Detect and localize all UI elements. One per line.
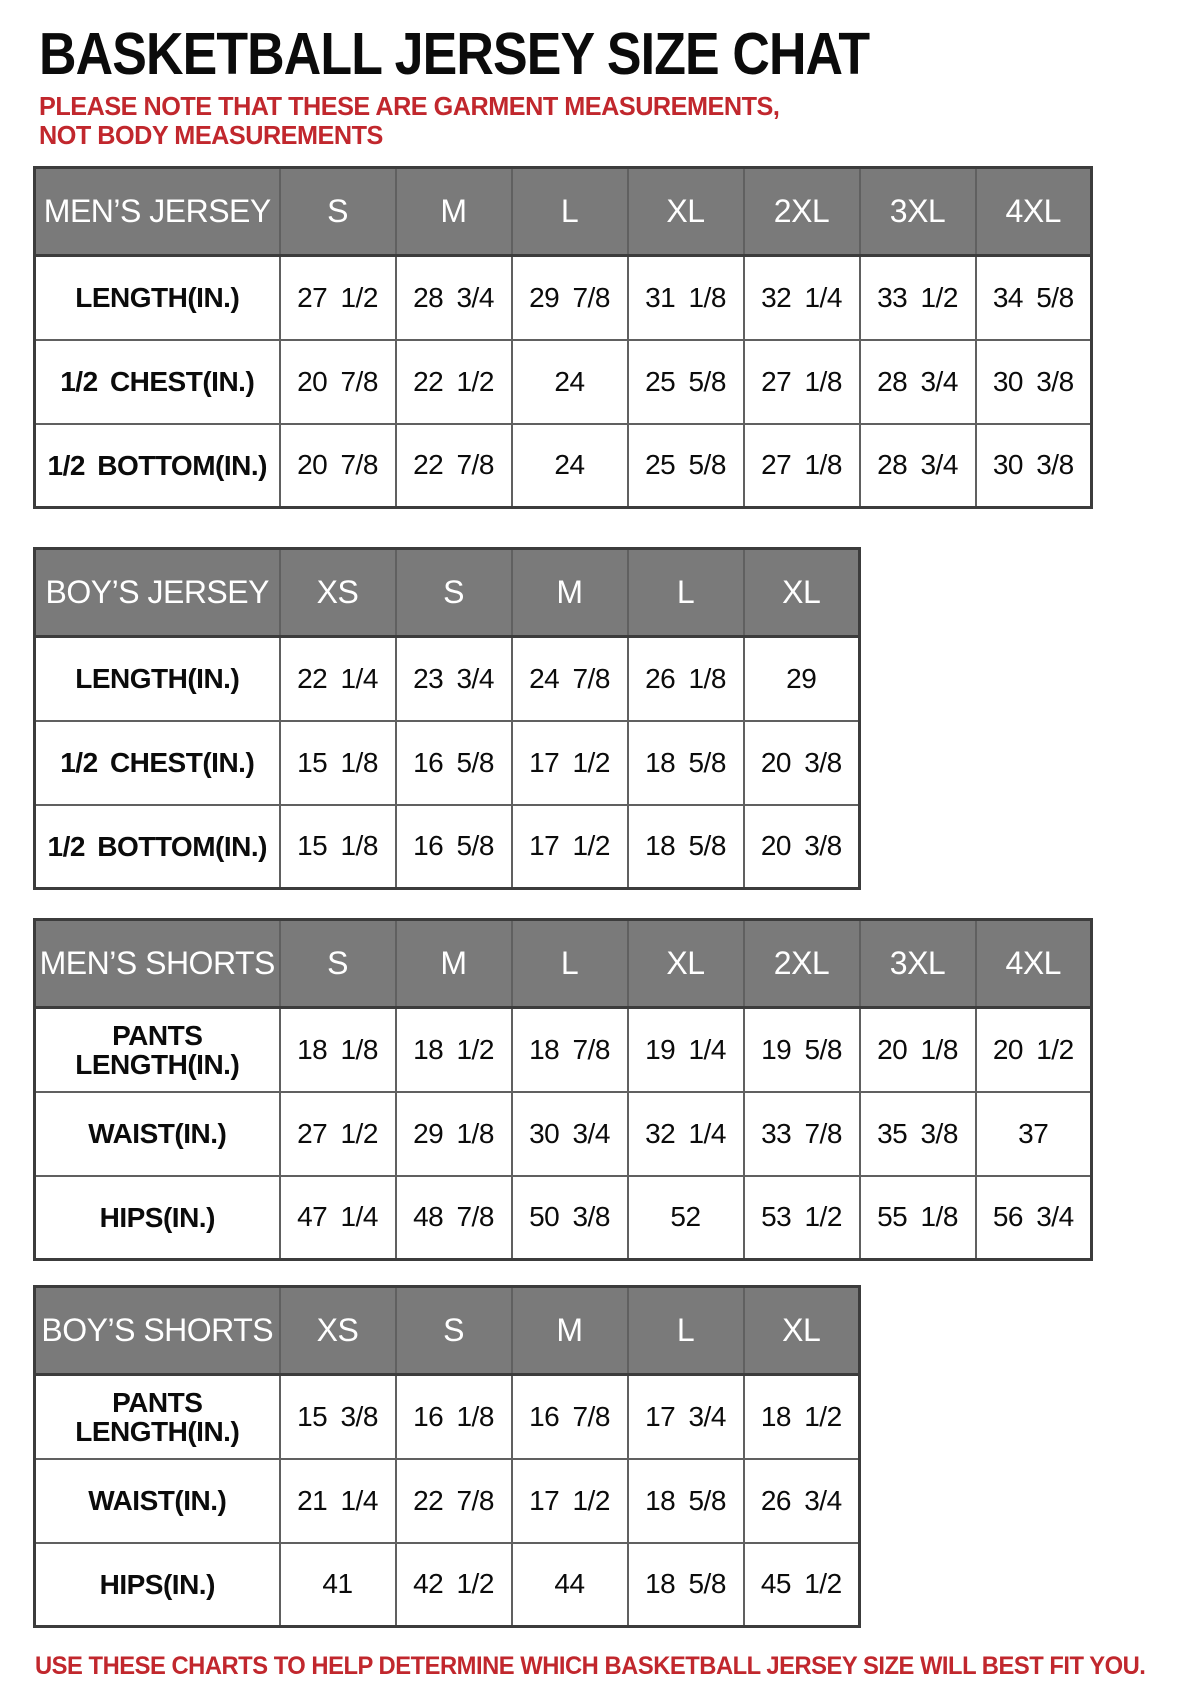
size-value: 55 1/8: [860, 1176, 976, 1260]
measurement-row: [35, 1459, 860, 1543]
tables-container: [33, 166, 1200, 1628]
size-value: 18 1/2: [744, 1375, 860, 1459]
size-value: 17 1/2: [512, 721, 628, 805]
measurement-row: [35, 1375, 860, 1459]
size-value: 19 5/8: [744, 1008, 860, 1092]
boys-shorts-table: [33, 1285, 861, 1628]
size-value: 32 1/4: [744, 256, 860, 340]
size-value: 30 3/8: [976, 340, 1092, 424]
size-value: 44: [512, 1543, 628, 1627]
measurement-row: [35, 805, 860, 889]
size-value: 17 3/4: [628, 1375, 744, 1459]
measurement-label: HIPS(IN.): [35, 1176, 280, 1260]
size-value: 18 5/8: [628, 1543, 744, 1627]
size-value: 29: [744, 637, 860, 721]
size-column-header: XL: [744, 1287, 860, 1375]
size-value: 26 1/8: [628, 637, 744, 721]
boys-shorts-header-row: [35, 1287, 860, 1375]
mens-shorts-header-row: [35, 920, 1092, 1008]
measurement-row: [35, 637, 860, 721]
measurement-row: [35, 1092, 1092, 1176]
size-value: 27 1/8: [744, 340, 860, 424]
size-value: 16 5/8: [396, 805, 512, 889]
size-value: 20 3/8: [744, 721, 860, 805]
mens-jersey-table: [33, 166, 1093, 509]
size-value: 30 3/8: [976, 424, 1092, 508]
size-value: 18 1/8: [280, 1008, 396, 1092]
size-value: 29 1/8: [396, 1092, 512, 1176]
measurement-label: WAIST(IN.): [35, 1459, 280, 1543]
measurement-row: [35, 1543, 860, 1627]
size-value: 16 5/8: [396, 721, 512, 805]
measurement-row: [35, 1008, 1092, 1092]
size-column-header: XS: [280, 549, 396, 637]
size-column-header: S: [280, 920, 396, 1008]
size-value: 35 3/8: [860, 1092, 976, 1176]
measurement-label: 1/2 BOTTOM(IN.): [35, 805, 280, 889]
size-value: 41: [280, 1543, 396, 1627]
boys-jersey-table: [33, 547, 861, 890]
measurement-row: [35, 1176, 1092, 1260]
measurement-label: LENGTH(IN.): [35, 256, 280, 340]
size-value: 56 3/4: [976, 1176, 1092, 1260]
measurement-label: LENGTH(IN.): [35, 637, 280, 721]
size-column-header: L: [512, 168, 628, 256]
size-column-header: 4XL: [976, 168, 1092, 256]
size-value: 16 1/8: [396, 1375, 512, 1459]
size-column-header: S: [280, 168, 396, 256]
size-value: 18 5/8: [628, 805, 744, 889]
size-column-header: XL: [628, 168, 744, 256]
size-value: 28 3/4: [860, 424, 976, 508]
boys-jersey-title-cell: BOY’S JERSEY: [35, 549, 280, 637]
size-column-header: M: [396, 920, 512, 1008]
mens-jersey-header-row: [35, 168, 1092, 256]
measurement-label: 1/2 CHEST(IN.): [35, 721, 280, 805]
size-column-header: 2XL: [744, 168, 860, 256]
mens-shorts-table: [33, 918, 1093, 1261]
size-value: 28 3/4: [396, 256, 512, 340]
size-column-header: S: [396, 1287, 512, 1375]
mens-shorts-title-cell: MEN’S SHORTS: [35, 920, 280, 1008]
measurement-label: HIPS(IN.): [35, 1543, 280, 1627]
size-column-header: 3XL: [860, 168, 976, 256]
size-value: 20 1/2: [976, 1008, 1092, 1092]
size-value: 20 3/8: [744, 805, 860, 889]
size-value: 15 1/8: [280, 805, 396, 889]
size-value: 21 1/4: [280, 1459, 396, 1543]
size-value: 22 7/8: [396, 1459, 512, 1543]
size-value: 25 5/8: [628, 340, 744, 424]
size-value: 16 7/8: [512, 1375, 628, 1459]
size-value: 48 7/8: [396, 1176, 512, 1260]
size-column-header: L: [628, 549, 744, 637]
size-value: 33 1/2: [860, 256, 976, 340]
size-value: 47 1/4: [280, 1176, 396, 1260]
size-value: 31 1/8: [628, 256, 744, 340]
boys-jersey-header-row: [35, 549, 860, 637]
size-value: 25 5/8: [628, 424, 744, 508]
size-value: 18 7/8: [512, 1008, 628, 1092]
measurement-label: 1/2 BOTTOM(IN.): [35, 424, 280, 508]
measurement-label: PANTS LENGTH(IN.): [35, 1375, 280, 1459]
size-value: 30 3/4: [512, 1092, 628, 1176]
size-value: 26 3/4: [744, 1459, 860, 1543]
size-value: 22 1/2: [396, 340, 512, 424]
measurement-row: [35, 721, 860, 805]
size-value: 37: [976, 1092, 1092, 1176]
measurement-row: [35, 340, 1092, 424]
size-value: 27 1/2: [280, 1092, 396, 1176]
size-value: 15 1/8: [280, 721, 396, 805]
size-value: 18 5/8: [628, 721, 744, 805]
size-value: 17 1/2: [512, 1459, 628, 1543]
size-column-header: XL: [744, 549, 860, 637]
measurement-row: [35, 256, 1092, 340]
size-column-header: M: [512, 1287, 628, 1375]
boys-shorts-title-cell: BOY’S SHORTS: [35, 1287, 280, 1375]
size-value: 32 1/4: [628, 1092, 744, 1176]
size-value: 24 7/8: [512, 637, 628, 721]
size-value: 22 7/8: [396, 424, 512, 508]
size-value: 29 7/8: [512, 256, 628, 340]
size-column-header: 2XL: [744, 920, 860, 1008]
size-value: 45 1/2: [744, 1543, 860, 1627]
measurement-label: WAIST(IN.): [35, 1092, 280, 1176]
size-value: 24: [512, 340, 628, 424]
size-value: 20 7/8: [280, 340, 396, 424]
size-value: 17 1/2: [512, 805, 628, 889]
size-value: 15 3/8: [280, 1375, 396, 1459]
measurement-label: PANTS LENGTH(IN.): [35, 1008, 280, 1092]
page-title: BASKETBALL JERSEY SIZE CHAT: [39, 21, 870, 87]
size-value: 24: [512, 424, 628, 508]
size-value: 19 1/4: [628, 1008, 744, 1092]
size-value: 20 7/8: [280, 424, 396, 508]
size-value: 18 5/8: [628, 1459, 744, 1543]
measurement-label: 1/2 CHEST(IN.): [35, 340, 280, 424]
size-value: 52: [628, 1176, 744, 1260]
size-value: 20 1/8: [860, 1008, 976, 1092]
size-value: 28 3/4: [860, 340, 976, 424]
size-value: 53 1/2: [744, 1176, 860, 1260]
size-column-header: M: [512, 549, 628, 637]
size-column-header: 4XL: [976, 920, 1092, 1008]
size-column-header: L: [512, 920, 628, 1008]
size-value: 50 3/8: [512, 1176, 628, 1260]
size-value: 22 1/4: [280, 637, 396, 721]
size-value: 23 3/4: [396, 637, 512, 721]
size-value: 34 5/8: [976, 256, 1092, 340]
footer-note: USE THESE CHARTS TO HELP DETERMINE WHICH BASKETBALL JERSEY SIZE WILL BEST FIT YOU.: [35, 1652, 1146, 1681]
mens-jersey-title-cell: MEN’S JERSEY: [35, 168, 280, 256]
size-value: 27 1/8: [744, 424, 860, 508]
size-column-header: S: [396, 549, 512, 637]
size-column-header: 3XL: [860, 920, 976, 1008]
size-column-header: M: [396, 168, 512, 256]
size-column-header: XL: [628, 920, 744, 1008]
size-value: 33 7/8: [744, 1092, 860, 1176]
garment-measurements-note: PLEASE NOTE THAT THESE ARE GARMENT MEASUREMENTS, NOT BODY MEASUREMENTS: [39, 91, 780, 151]
size-value: 18 1/2: [396, 1008, 512, 1092]
measurement-row: [35, 424, 1092, 508]
size-value: 42 1/2: [396, 1543, 512, 1627]
size-column-header: XS: [280, 1287, 396, 1375]
size-column-header: L: [628, 1287, 744, 1375]
size-value: 27 1/2: [280, 256, 396, 340]
